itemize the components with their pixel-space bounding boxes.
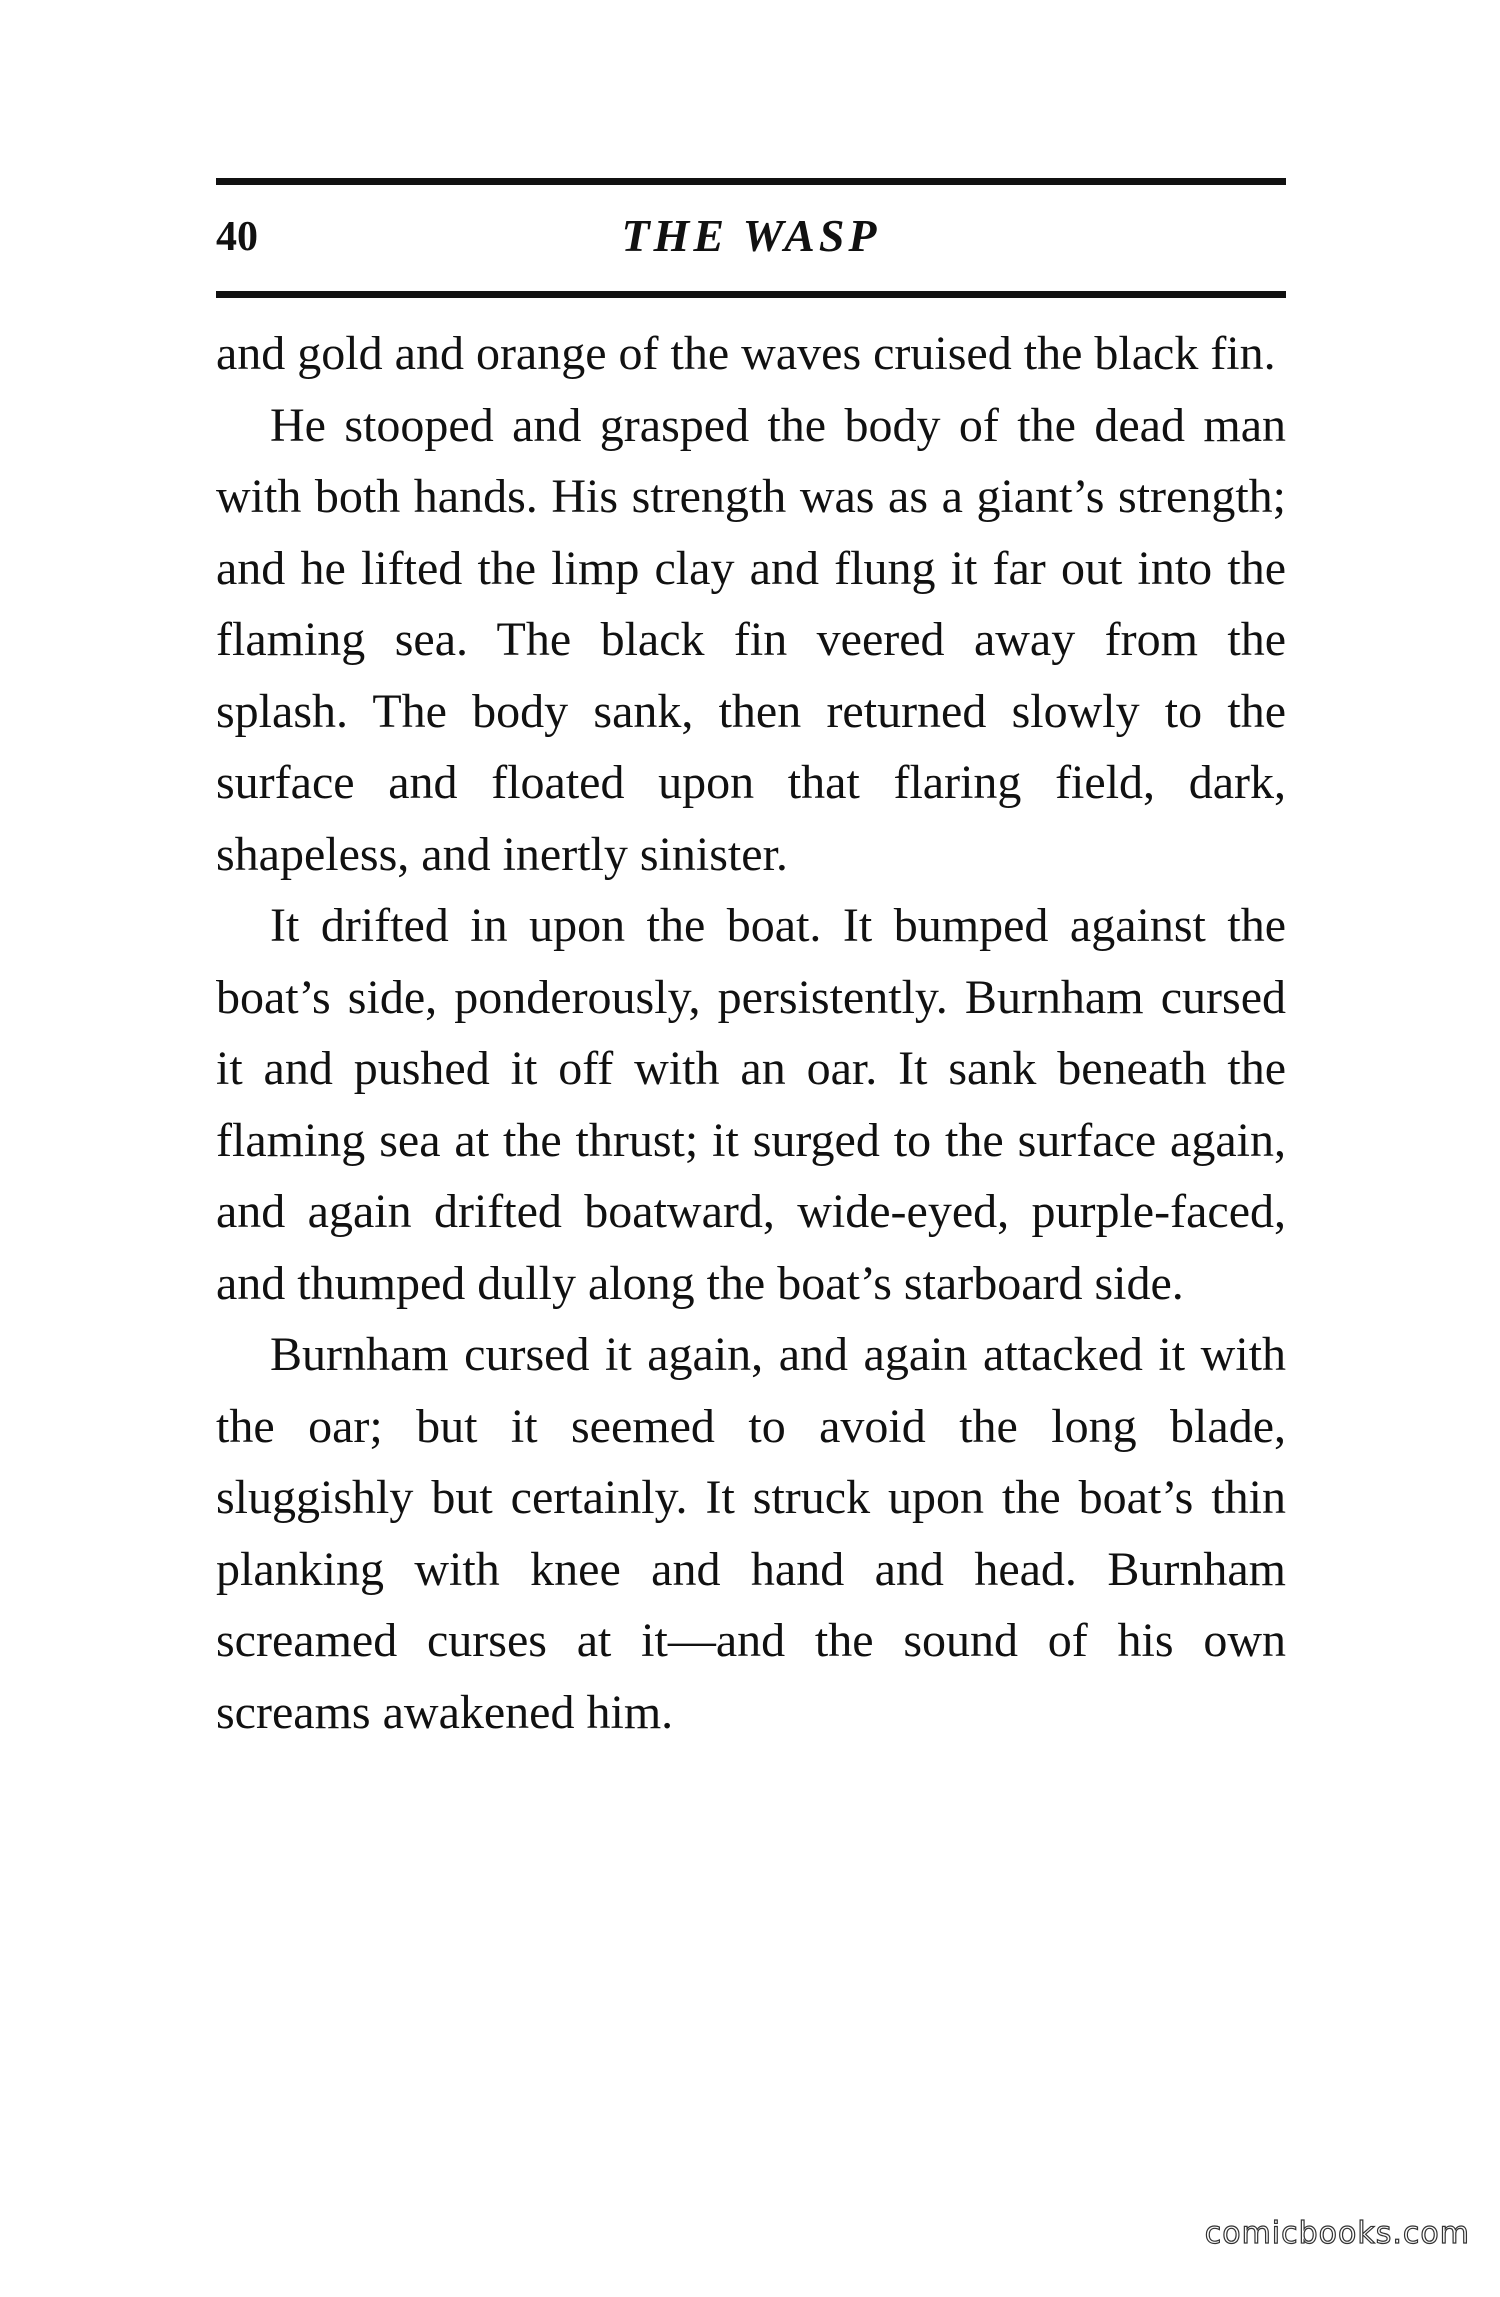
paragraph-3: It drifted in upon the boat. It bumped against the boat’s side, ponderously, persistently. Burnham cursed it and pushed it off with an oar. It sank beneath the flaming sea at the thrust; it surged to the surface again, and again drifted boatward, wide-eyed, purple-faced, and thumped dully along the boat’s starboard side.: [216, 899, 1286, 1310]
page-header: [216, 178, 1286, 298]
paragraph-4: Burnham cursed it again, and again attacked it with the oar; but it seemed to avoid the long blade, sluggishly but certainly. It struck upon the boat’s thin planking with knee and hand and head. Burnham screamed curses at it—and the sound of his own screams awakened him.: [216, 1328, 1286, 1739]
running-head: THE WASP: [621, 210, 881, 261]
paragraph-2: He stooped and grasped the body of the dead man with both hands. His strength was as a giant’s strength; and he lifted the limp clay and flung it far out into the flaming sea. The black fin veered away from the splash. The body sank, then returned slowly to the surface and floated upon that flaring field, dark, shapeless, and inertly sinister.: [216, 398, 1286, 881]
page-number: 40: [216, 214, 258, 260]
header-rule-top: [216, 178, 1286, 185]
header-rule-bottom: [216, 291, 1286, 298]
header-row: [216, 185, 1286, 277]
body-text: [216, 318, 1286, 1748]
watermark-logo: comicbooks.com: [1204, 2216, 1470, 2251]
paragraph-1: and gold and orange of the waves cruised the black fin.: [216, 327, 1276, 380]
